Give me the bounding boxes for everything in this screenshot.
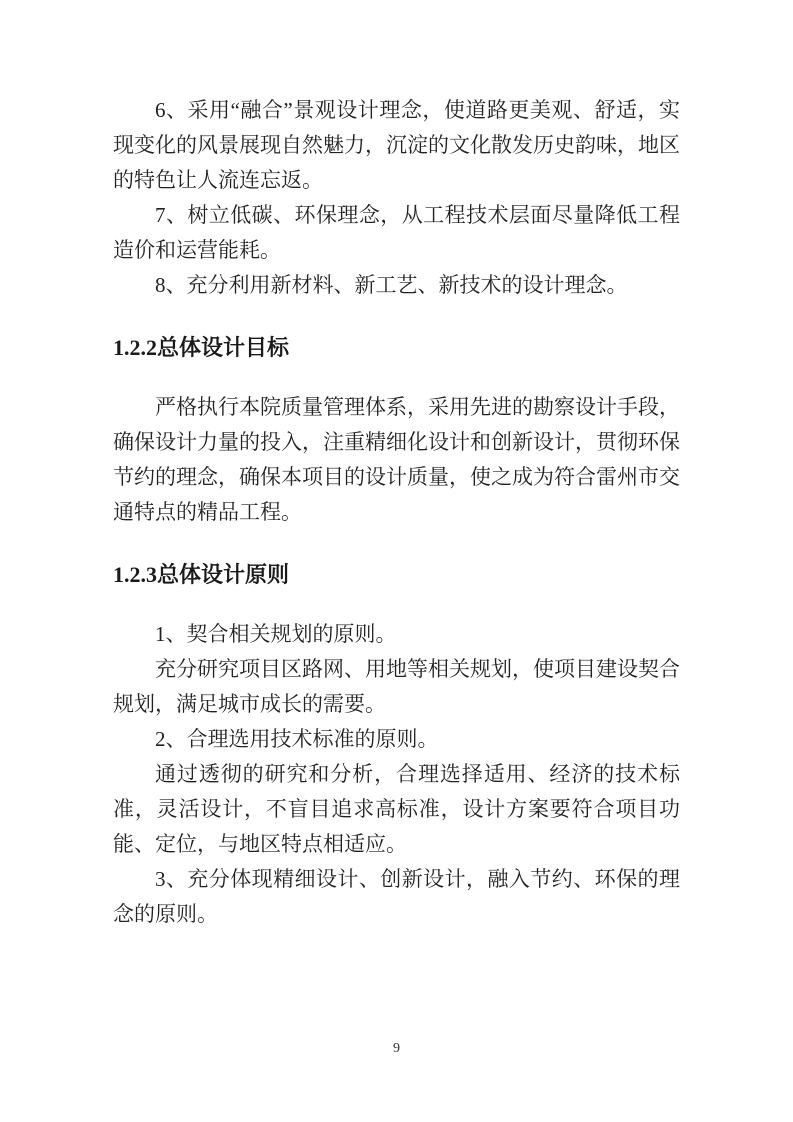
page-number: 9 — [393, 1041, 400, 1056]
paragraph-item-7: 7、树立低碳、环保理念，从工程技术层面尽量降低工程造价和运营能耗。 — [113, 203, 680, 262]
paragraph-principle-3: 3、充分体现精细设计、创新设计，融入节约、环保的理念的原则。 — [113, 867, 680, 926]
section-heading-1-2-3: 1.2.3总体设计原则 — [113, 562, 290, 587]
paragraph-principle-1-desc: 充分研究项目区路网、用地等相关规划，使项目建设契合规划，满足城市成长的需要。 — [113, 657, 680, 716]
paragraph-design-goal: 严格执行本院质量管理体系，采用先进的勘察设计手段，确保设计力量的投入，注重精细化设计和创新设计，贯彻环保节约的理念，确保本项目的设计质量，使之成为符合雷州市交通特点的精品工程。 — [113, 395, 680, 524]
paragraph-principle-2: 2、合理选用技术标准的原则。 — [155, 727, 439, 751]
document-body — [113, 93, 680, 932]
paragraph-item-6: 6、采用“融合”景观设计理念，使道路更美观、舒适，实现变化的风景展现自然魅力，沉淀的文化散发历史韵味，地区的特色让人流连忘返。 — [113, 98, 680, 192]
paragraph-principle-2-desc: 通过透彻的研究和分析，合理选择适用、经济的技术标准，灵活设计，不盲目追求高标准，设计方案要符合项目功能、定位，与地区特点相适应。 — [113, 762, 680, 856]
paragraph-principle-1: 1、契合相关规划的原则。 — [155, 622, 397, 646]
section-heading-1-2-2: 1.2.2总体设计目标 — [113, 335, 290, 360]
paragraph-item-8: 8、充分利用新材料、新工艺、新技术的设计理念。 — [155, 273, 628, 297]
